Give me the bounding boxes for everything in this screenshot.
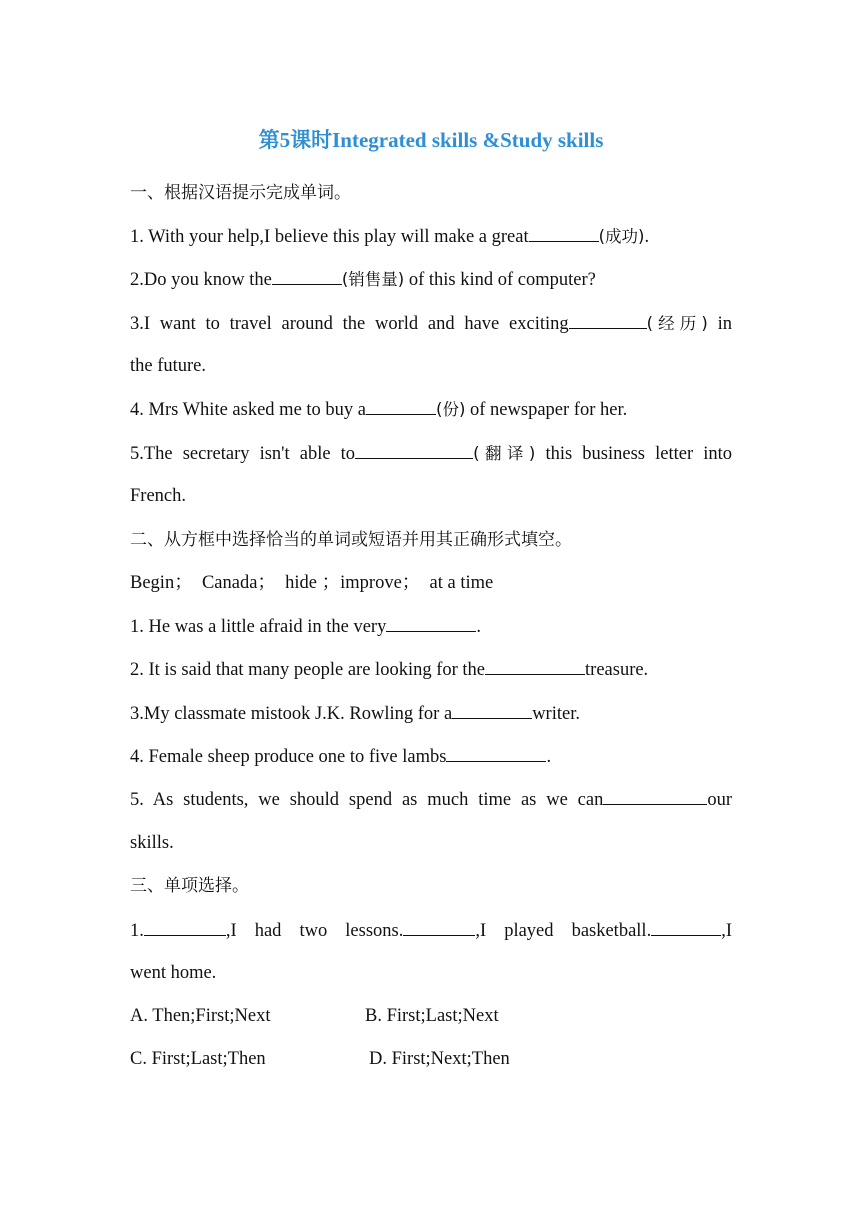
options-row-1: [130, 1003, 732, 1029]
s2-question-2: [130, 656, 732, 683]
s2-question-5-cont: skills.: [130, 833, 174, 853]
question-text-end: this business letter into: [535, 444, 732, 464]
question-text: 5. As students, we should spend as much time as we can: [130, 790, 604, 810]
answer-blank[interactable]: [386, 613, 476, 632]
section2-heading: 二、从方框中选择恰当的单词或短语并用其正确形式填空。: [130, 530, 572, 550]
answer-blank[interactable]: [603, 786, 707, 805]
s2-question-5: [130, 786, 732, 813]
s1-question-5-cont: French.: [130, 486, 186, 506]
question-text-end: .: [644, 227, 650, 247]
s3-question-1-cont: went home.: [130, 963, 217, 983]
option-d[interactable]: D. First;Next;Then: [369, 1049, 510, 1069]
chinese-hint: (份): [436, 400, 466, 419]
page-title: 第5课时Integrated skills &Study skills: [258, 128, 604, 152]
chinese-hint: (经历): [646, 314, 708, 333]
options-row-2: [130, 1046, 732, 1072]
question-text: 4. Female sheep produce one to five lambs: [130, 747, 447, 767]
question-text: ,I played basketball.: [475, 921, 652, 941]
question-text: 5.The secretary isn't able to: [130, 444, 356, 464]
question-text: 4. Mrs White asked me to buy a: [130, 400, 367, 420]
question-text: 2.Do you know the: [130, 270, 272, 290]
s1-question-1: [130, 223, 732, 250]
question-text: ,I had two lessons.: [225, 921, 404, 941]
answer-blank[interactable]: [485, 656, 585, 675]
s2-question-3: [130, 700, 732, 727]
s2-question-4: [130, 743, 732, 770]
chinese-hint: (销售量): [341, 270, 405, 289]
answer-blank[interactable]: [144, 917, 226, 936]
question-number: 1.: [130, 921, 144, 941]
question-text-end: of this kind of computer?: [404, 270, 596, 290]
word-box: Begin； Canada； hide ；improve； at a time: [130, 573, 494, 593]
answer-blank[interactable]: [446, 743, 546, 762]
question-text: 3.I want to travel around the world and have exciting: [130, 314, 569, 334]
question-text-end: in: [707, 314, 732, 334]
question-text-end: our: [707, 790, 732, 810]
section1-heading: 一、根据汉语提示完成单词。: [130, 183, 351, 203]
s1-question-3: [130, 310, 732, 337]
answer-blank[interactable]: [272, 266, 342, 285]
option-c[interactable]: C. First;Last;Then: [130, 1049, 266, 1069]
question-text-end: ,I: [721, 921, 732, 941]
answer-blank[interactable]: [651, 917, 721, 936]
answer-blank[interactable]: [355, 440, 473, 459]
section3-heading: 三、单项选择。: [130, 876, 249, 896]
option-a[interactable]: A. Then;First;Next: [130, 1006, 271, 1026]
s2-question-1: [130, 613, 732, 640]
question-text-end: .: [476, 617, 481, 637]
answer-blank[interactable]: [569, 310, 647, 329]
s3-question-1: [130, 917, 732, 944]
chinese-hint: (成功): [598, 227, 645, 246]
s1-question-2: [130, 266, 732, 293]
question-text-end: treasure.: [585, 660, 649, 680]
question-text-end: writer.: [532, 704, 580, 724]
s1-question-4: [130, 396, 732, 423]
answer-blank[interactable]: [403, 917, 475, 936]
chinese-hint: (翻译): [473, 444, 536, 463]
question-text-end: of newspaper for her.: [465, 400, 628, 420]
answer-blank[interactable]: [529, 223, 599, 242]
answer-blank[interactable]: [366, 396, 436, 415]
s1-question-3-cont: the future.: [130, 356, 207, 376]
question-text: 1. He was a little afraid in the very: [130, 617, 387, 637]
answer-blank[interactable]: [452, 700, 532, 719]
question-text: 1. With your help,I believe this play will make a great: [130, 227, 529, 247]
question-text: 3.My classmate mistook J.K. Rowling for a: [130, 704, 453, 724]
option-b[interactable]: B. First;Last;Next: [365, 1006, 499, 1026]
question-text-end: .: [546, 747, 552, 767]
question-text: 2. It is said that many people are looking for the: [130, 660, 486, 680]
s1-question-5: [130, 440, 732, 467]
